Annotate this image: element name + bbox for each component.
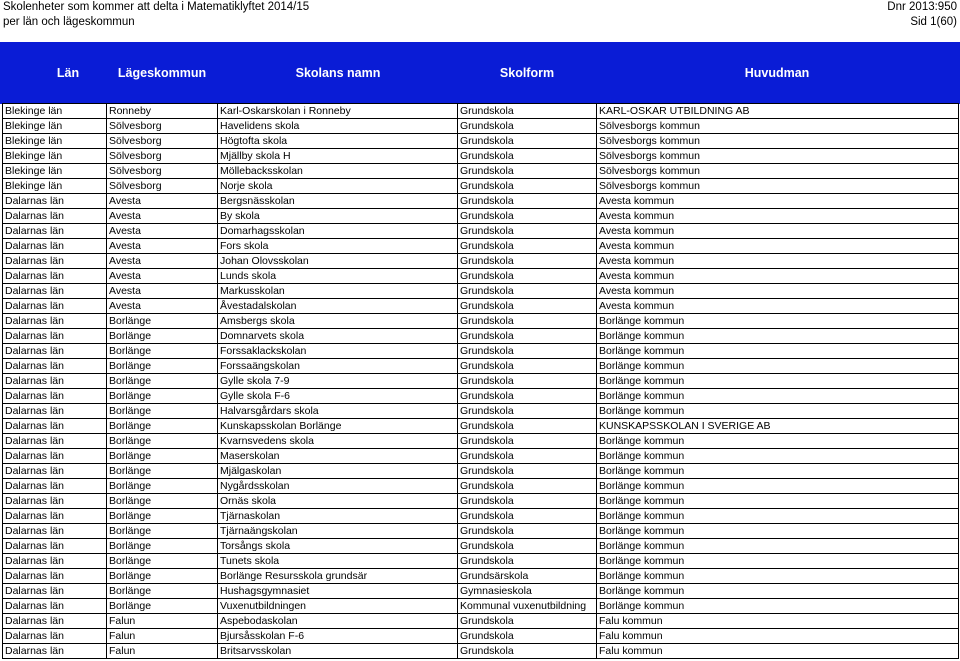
cell-skolform: Grundskola	[458, 254, 597, 269]
cell-lageskommun: Sölvesborg	[107, 179, 218, 194]
cell-huvudman: Avesta kommun	[597, 299, 959, 314]
table-row	[3, 254, 959, 269]
cell-lan: Blekinge län	[3, 104, 107, 119]
cell-huvudman: KUNSKAPSSKOLAN I SVERIGE AB	[597, 419, 959, 434]
table-row	[3, 269, 959, 284]
cell-lageskommun: Borlänge	[107, 584, 218, 599]
table-row	[3, 584, 959, 599]
table-row	[3, 434, 959, 449]
cell-lageskommun: Avesta	[107, 299, 218, 314]
table-row	[3, 344, 959, 359]
cell-skolform: Grundskola	[458, 644, 597, 659]
column-header-lan: Län	[56, 66, 80, 80]
cell-huvudman: Borlänge kommun	[597, 329, 959, 344]
table-row	[3, 389, 959, 404]
cell-skolans-namn: Kunskapsskolan Borlänge	[218, 419, 458, 434]
cell-skolans-namn: Åvestadalskolan	[218, 299, 458, 314]
cell-skolans-namn: Vuxenutbildningen	[218, 599, 458, 614]
table-row	[3, 509, 959, 524]
cell-skolform: Grundskola	[458, 344, 597, 359]
cell-huvudman: Avesta kommun	[597, 209, 959, 224]
cell-lageskommun: Borlänge	[107, 464, 218, 479]
cell-skolans-namn: Nygårdsskolan	[218, 479, 458, 494]
table-row	[3, 464, 959, 479]
cell-huvudman: Avesta kommun	[597, 224, 959, 239]
table-row	[3, 284, 959, 299]
cell-skolans-namn: Torsångs skola	[218, 539, 458, 554]
cell-huvudman: Avesta kommun	[597, 254, 959, 269]
cell-lageskommun: Sölvesborg	[107, 164, 218, 179]
cell-skolform: Grundskola	[458, 479, 597, 494]
cell-skolform: Grundskola	[458, 524, 597, 539]
cell-lageskommun: Borlänge	[107, 539, 218, 554]
cell-skolans-namn: Bergsnässkolan	[218, 194, 458, 209]
cell-lan: Blekinge län	[3, 164, 107, 179]
cell-lageskommun: Ronneby	[107, 104, 218, 119]
cell-skolform: Grundskola	[458, 419, 597, 434]
cell-skolform: Grundskola	[458, 149, 597, 164]
cell-skolans-namn: Högtofta skola	[218, 134, 458, 149]
cell-skolans-namn: Lunds skola	[218, 269, 458, 284]
cell-lageskommun: Avesta	[107, 224, 218, 239]
cell-lageskommun: Avesta	[107, 239, 218, 254]
cell-skolform: Grundskola	[458, 104, 597, 119]
cell-skolform: Grundskola	[458, 179, 597, 194]
cell-skolans-namn: Aspebodaskolan	[218, 614, 458, 629]
cell-skolans-namn: Kvarnsvedens skola	[218, 434, 458, 449]
table-row	[3, 614, 959, 629]
cell-huvudman: Avesta kommun	[597, 284, 959, 299]
cell-huvudman: Borlänge kommun	[597, 554, 959, 569]
cell-skolform: Grundskola	[458, 614, 597, 629]
table-row	[3, 359, 959, 374]
cell-skolans-namn: Fors skola	[218, 239, 458, 254]
cell-skolform: Grundskola	[458, 629, 597, 644]
cell-lageskommun: Borlänge	[107, 404, 218, 419]
cell-lan: Dalarnas län	[3, 524, 107, 539]
cell-skolform: Grundskola	[458, 554, 597, 569]
table-row	[3, 314, 959, 329]
cell-huvudman: Borlänge kommun	[597, 479, 959, 494]
table-row	[3, 209, 959, 224]
column-header-lageskommun: Lägeskommun	[117, 66, 207, 80]
table-row	[3, 569, 959, 584]
cell-huvudman: Borlänge kommun	[597, 374, 959, 389]
cell-lan: Dalarnas län	[3, 374, 107, 389]
cell-skolform: Grundskola	[458, 374, 597, 389]
cell-skolform: Grundskola	[458, 434, 597, 449]
cell-huvudman: Borlänge kommun	[597, 509, 959, 524]
cell-lageskommun: Borlänge	[107, 359, 218, 374]
cell-skolans-namn: Tjärnaskolan	[218, 509, 458, 524]
school-table	[2, 103, 959, 659]
cell-lan: Dalarnas län	[3, 389, 107, 404]
cell-lan: Dalarnas län	[3, 569, 107, 584]
document-title	[3, 0, 309, 30]
cell-huvudman: Borlänge kommun	[597, 569, 959, 584]
title-line-2: per län och lägeskommun	[3, 16, 135, 28]
cell-skolans-namn: Britsarvsskolan	[218, 644, 458, 659]
cell-lageskommun: Sölvesborg	[107, 149, 218, 164]
document-reference	[887, 0, 957, 30]
cell-skolform: Gymnasieskola	[458, 584, 597, 599]
cell-skolform: Grundskola	[458, 194, 597, 209]
cell-lageskommun: Borlänge	[107, 329, 218, 344]
cell-lan: Dalarnas län	[3, 344, 107, 359]
cell-skolform: Grundskola	[458, 539, 597, 554]
cell-lan: Dalarnas län	[3, 599, 107, 614]
table-row	[3, 224, 959, 239]
cell-lageskommun: Sölvesborg	[107, 134, 218, 149]
cell-skolans-namn: Gylle skola F-6	[218, 389, 458, 404]
cell-lageskommun: Avesta	[107, 284, 218, 299]
cell-huvudman: Sölvesborgs kommun	[597, 179, 959, 194]
cell-skolans-namn: Ornäs skola	[218, 494, 458, 509]
table-row	[3, 494, 959, 509]
cell-lan: Dalarnas län	[3, 494, 107, 509]
cell-lan: Dalarnas län	[3, 194, 107, 209]
cell-skolform: Grundskola	[458, 134, 597, 149]
cell-skolans-namn: Gylle skola 7-9	[218, 374, 458, 389]
cell-lan: Dalarnas län	[3, 359, 107, 374]
cell-huvudman: Sölvesborgs kommun	[597, 134, 959, 149]
cell-lageskommun: Falun	[107, 644, 218, 659]
cell-skolform: Grundskola	[458, 509, 597, 524]
cell-lan: Dalarnas län	[3, 419, 107, 434]
cell-skolans-namn: Norje skola	[218, 179, 458, 194]
table-row	[3, 404, 959, 419]
cell-skolans-namn: Karl-Oskarskolan i Ronneby	[218, 104, 458, 119]
cell-lageskommun: Borlänge	[107, 599, 218, 614]
table-row	[3, 134, 959, 149]
table-row	[3, 524, 959, 539]
table-row	[3, 374, 959, 389]
title-line-1: Skolenheter som kommer att delta i Matematiklyftet 2014/15	[3, 1, 310, 13]
cell-lageskommun: Borlänge	[107, 449, 218, 464]
cell-skolans-namn: Tunets skola	[218, 554, 458, 569]
cell-lan: Dalarnas län	[3, 584, 107, 599]
cell-lageskommun: Avesta	[107, 209, 218, 224]
table-row	[3, 449, 959, 464]
table-row	[3, 329, 959, 344]
cell-skolform: Grundskola	[458, 404, 597, 419]
cell-skolans-namn: Domnarvets skola	[218, 329, 458, 344]
table-row	[3, 194, 959, 209]
column-header-skolform: Skolform	[499, 66, 555, 80]
cell-huvudman: Borlänge kommun	[597, 314, 959, 329]
cell-huvudman: Avesta kommun	[597, 194, 959, 209]
cell-skolans-namn: Forssaklackskolan	[218, 344, 458, 359]
page-header	[3, 0, 957, 32]
cell-skolans-namn: By skola	[218, 209, 458, 224]
table-row	[3, 299, 959, 314]
cell-huvudman: Borlänge kommun	[597, 359, 959, 374]
cell-lageskommun: Borlänge	[107, 509, 218, 524]
cell-skolform: Grundskola	[458, 269, 597, 284]
cell-lageskommun: Avesta	[107, 269, 218, 284]
cell-lan: Dalarnas län	[3, 254, 107, 269]
cell-huvudman: Borlänge kommun	[597, 494, 959, 509]
cell-skolans-namn: Mjällby skola H	[218, 149, 458, 164]
cell-lageskommun: Avesta	[107, 254, 218, 269]
cell-lan: Dalarnas län	[3, 629, 107, 644]
cell-skolans-namn: Bjursåsskolan F-6	[218, 629, 458, 644]
cell-huvudman: Borlänge kommun	[597, 449, 959, 464]
cell-skolans-namn: Möllebacksskolan	[218, 164, 458, 179]
cell-skolans-namn: Halvarsgårdars skola	[218, 404, 458, 419]
table-row	[3, 239, 959, 254]
cell-skolform: Kommunal vuxenutbildning	[458, 599, 597, 614]
cell-skolans-namn: Havelidens skola	[218, 119, 458, 134]
cell-lan: Dalarnas län	[3, 614, 107, 629]
cell-lan: Dalarnas län	[3, 449, 107, 464]
cell-lageskommun: Borlänge	[107, 389, 218, 404]
cell-huvudman: Avesta kommun	[597, 269, 959, 284]
cell-lan: Dalarnas län	[3, 404, 107, 419]
cell-skolans-namn: Markusskolan	[218, 284, 458, 299]
table-row	[3, 554, 959, 569]
table-row	[3, 539, 959, 554]
cell-lan: Dalarnas län	[3, 209, 107, 224]
cell-huvudman: Sölvesborgs kommun	[597, 164, 959, 179]
cell-skolform: Grundskola	[458, 389, 597, 404]
cell-skolform: Grundskola	[458, 119, 597, 134]
cell-skolans-namn: Borlänge Resursskola grundsär	[218, 569, 458, 584]
cell-huvudman: Borlänge kommun	[597, 434, 959, 449]
table-row	[3, 119, 959, 134]
cell-skolans-namn: Tjärnaängskolan	[218, 524, 458, 539]
table-row	[3, 599, 959, 614]
cell-skolans-namn: Domarhagsskolan	[218, 224, 458, 239]
table-row	[3, 104, 959, 119]
cell-skolform: Grundskola	[458, 449, 597, 464]
cell-huvudman: Borlänge kommun	[597, 539, 959, 554]
table-row	[3, 179, 959, 194]
cell-lan: Dalarnas län	[3, 299, 107, 314]
cell-huvudman: Borlänge kommun	[597, 524, 959, 539]
cell-huvudman: Falu kommun	[597, 644, 959, 659]
cell-skolform: Grundskola	[458, 284, 597, 299]
cell-lan: Dalarnas län	[3, 239, 107, 254]
cell-skolans-namn: Forssaängskolan	[218, 359, 458, 374]
cell-skolans-namn: Hushagsgymnasiet	[218, 584, 458, 599]
cell-lan: Dalarnas län	[3, 644, 107, 659]
cell-lageskommun: Borlänge	[107, 374, 218, 389]
table-row	[3, 629, 959, 644]
table-header-band	[0, 42, 960, 104]
table-row	[3, 149, 959, 164]
cell-skolform: Grundskola	[458, 494, 597, 509]
cell-huvudman: Borlänge kommun	[597, 404, 959, 419]
cell-huvudman: Falu kommun	[597, 629, 959, 644]
cell-lageskommun: Borlänge	[107, 344, 218, 359]
cell-lageskommun: Borlänge	[107, 419, 218, 434]
cell-lan: Dalarnas län	[3, 554, 107, 569]
cell-skolform: Grundskola	[458, 299, 597, 314]
cell-skolans-namn: Johan Olovsskolan	[218, 254, 458, 269]
cell-skolform: Grundskola	[458, 464, 597, 479]
cell-lan: Dalarnas län	[3, 464, 107, 479]
cell-skolform: Grundskola	[458, 314, 597, 329]
cell-skolans-namn: Amsbergs skola	[218, 314, 458, 329]
cell-huvudman: Borlänge kommun	[597, 344, 959, 359]
cell-skolform: Grundskola	[458, 329, 597, 344]
cell-huvudman: Sölvesborgs kommun	[597, 119, 959, 134]
cell-lageskommun: Falun	[107, 614, 218, 629]
table-row	[3, 479, 959, 494]
page-number: Sid 1(60)	[910, 16, 957, 28]
cell-huvudman: Sölvesborgs kommun	[597, 149, 959, 164]
cell-lan: Dalarnas län	[3, 539, 107, 554]
cell-lageskommun: Borlänge	[107, 314, 218, 329]
column-header-skolans-namn: Skolans namn	[295, 66, 381, 80]
table-row	[3, 644, 959, 659]
cell-skolform: Grundsärskola	[458, 569, 597, 584]
table-row	[3, 419, 959, 434]
cell-huvudman: Borlänge kommun	[597, 599, 959, 614]
cell-lageskommun: Borlänge	[107, 479, 218, 494]
cell-huvudman: Avesta kommun	[597, 239, 959, 254]
cell-huvudman: Borlänge kommun	[597, 389, 959, 404]
table-row	[3, 164, 959, 179]
cell-lan: Dalarnas län	[3, 434, 107, 449]
cell-huvudman: Falu kommun	[597, 614, 959, 629]
cell-skolans-namn: Mjälgaskolan	[218, 464, 458, 479]
cell-lageskommun: Sölvesborg	[107, 119, 218, 134]
cell-lan: Dalarnas län	[3, 509, 107, 524]
cell-lageskommun: Borlänge	[107, 554, 218, 569]
cell-skolans-namn: Maserskolan	[218, 449, 458, 464]
cell-lan: Dalarnas län	[3, 329, 107, 344]
cell-skolform: Grundskola	[458, 209, 597, 224]
cell-lan: Dalarnas län	[3, 479, 107, 494]
school-table-body	[3, 104, 959, 659]
cell-lan: Blekinge län	[3, 134, 107, 149]
cell-lageskommun: Borlänge	[107, 524, 218, 539]
cell-skolform: Grundskola	[458, 164, 597, 179]
cell-lan: Dalarnas län	[3, 269, 107, 284]
column-header-huvudman: Huvudman	[744, 66, 810, 80]
cell-lageskommun: Falun	[107, 629, 218, 644]
cell-skolform: Grundskola	[458, 224, 597, 239]
diarienummer: Dnr 2013:950	[887, 1, 957, 13]
cell-skolform: Grundskola	[458, 359, 597, 374]
cell-lageskommun: Borlänge	[107, 494, 218, 509]
cell-lageskommun: Borlänge	[107, 434, 218, 449]
cell-lan: Blekinge län	[3, 149, 107, 164]
cell-lan: Dalarnas län	[3, 314, 107, 329]
cell-huvudman: Borlänge kommun	[597, 464, 959, 479]
cell-lan: Dalarnas län	[3, 224, 107, 239]
cell-lageskommun: Borlänge	[107, 569, 218, 584]
cell-lan: Blekinge län	[3, 179, 107, 194]
cell-huvudman: Borlänge kommun	[597, 584, 959, 599]
cell-lageskommun: Avesta	[107, 194, 218, 209]
cell-lan: Blekinge län	[3, 119, 107, 134]
cell-skolform: Grundskola	[458, 239, 597, 254]
cell-lan: Dalarnas län	[3, 284, 107, 299]
cell-huvudman: KARL-OSKAR UTBILDNING AB	[597, 104, 959, 119]
